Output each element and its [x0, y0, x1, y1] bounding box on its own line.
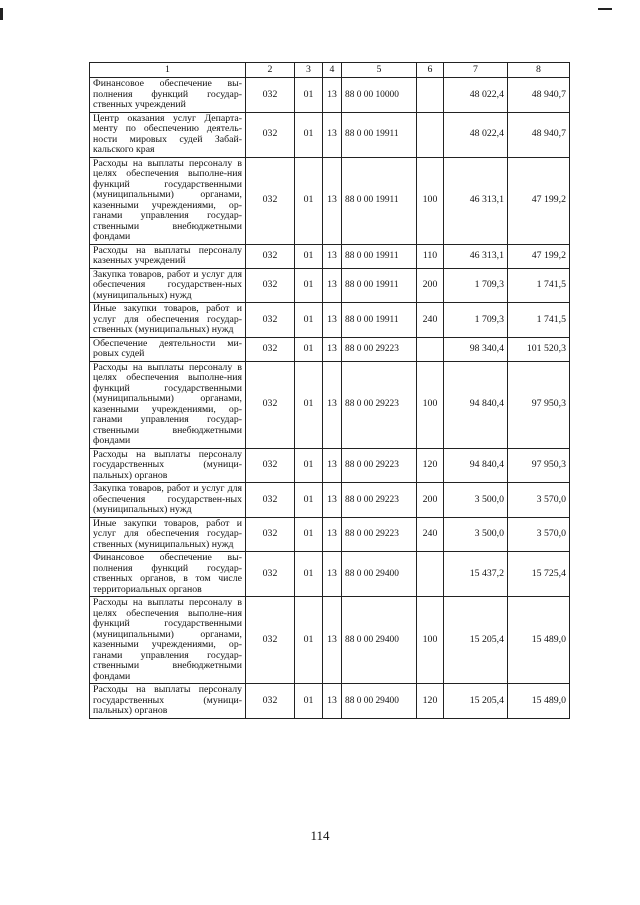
section-code-cell: 01 [295, 303, 323, 338]
target-article-code-cell: 88 0 00 29223 [342, 517, 417, 552]
target-article-code-cell: 88 0 00 29223 [342, 448, 417, 483]
ministry-code-cell: 032 [246, 244, 295, 268]
ministry-code-cell: 032 [246, 684, 295, 719]
expense-type-code-cell: 100 [417, 157, 444, 244]
amount-year-2-cell: 1 741,5 [508, 268, 570, 303]
table-header-row [90, 63, 570, 78]
amount-year-1-cell: 15 437,2 [444, 552, 508, 597]
column-header: 3 [295, 63, 323, 78]
table-row [90, 244, 570, 268]
row-name-cell: Расходы на выплаты персоналу казенных учреждений [90, 244, 246, 268]
subsection-code-cell: 13 [323, 268, 342, 303]
ministry-code-cell: 032 [246, 78, 295, 113]
amount-year-2-cell: 47 199,2 [508, 157, 570, 244]
amount-year-2-cell: 47 199,2 [508, 244, 570, 268]
table-row [90, 78, 570, 113]
table-row [90, 448, 570, 483]
scan-mark-right [598, 8, 612, 10]
target-article-code-cell: 88 0 00 19911 [342, 303, 417, 338]
section-code-cell: 01 [295, 552, 323, 597]
row-name-cell: Расходы на выплаты персоналу в целях обеспечения выполне-ния функций государственными (муниципальными) органами, казенными учреждениями, ор-ганами управления государ-ственными внебюджетными фондами [90, 361, 246, 448]
amount-year-2-cell: 15 725,4 [508, 552, 570, 597]
amount-year-1-cell: 48 022,4 [444, 112, 508, 157]
amount-year-1-cell: 1 709,3 [444, 268, 508, 303]
row-name-cell: Расходы на выплаты персоналу государственных (муници-пальных) органов [90, 684, 246, 719]
table-row [90, 337, 570, 361]
subsection-code-cell: 13 [323, 552, 342, 597]
column-header: 2 [246, 63, 295, 78]
amount-year-2-cell: 101 520,3 [508, 337, 570, 361]
ministry-code-cell: 032 [246, 597, 295, 684]
amount-year-2-cell: 3 570,0 [508, 517, 570, 552]
expense-type-code-cell: 100 [417, 361, 444, 448]
table-row [90, 112, 570, 157]
target-article-code-cell: 88 0 00 19911 [342, 112, 417, 157]
target-article-code-cell: 88 0 00 29223 [342, 337, 417, 361]
column-header: 6 [417, 63, 444, 78]
section-code-cell: 01 [295, 361, 323, 448]
expense-type-code-cell: 120 [417, 448, 444, 483]
expense-type-code-cell [417, 78, 444, 113]
row-name-cell: Расходы на выплаты персоналу в целях обеспечения выполне-ния функций государственными (муниципальными) органами, казенными учреждениями, ор-ганами управления государ-ственными внебюджетными фондами [90, 597, 246, 684]
column-header: 1 [90, 63, 246, 78]
table-row [90, 483, 570, 518]
section-code-cell: 01 [295, 112, 323, 157]
amount-year-1-cell: 98 340,4 [444, 337, 508, 361]
target-article-code-cell: 88 0 00 19911 [342, 157, 417, 244]
expense-type-code-cell: 200 [417, 268, 444, 303]
target-article-code-cell: 88 0 00 19911 [342, 268, 417, 303]
section-code-cell: 01 [295, 337, 323, 361]
section-code-cell: 01 [295, 157, 323, 244]
subsection-code-cell: 13 [323, 684, 342, 719]
row-name-cell: Финансовое обеспечение вы-полнения функций государ-ственных органов, в том числе территориальных органов [90, 552, 246, 597]
budget-table [89, 62, 570, 719]
amount-year-2-cell: 48 940,7 [508, 78, 570, 113]
expense-type-code-cell: 110 [417, 244, 444, 268]
row-name-cell: Закупка товаров, работ и услуг для обеспечения государствен-ных (муниципальных) нужд [90, 483, 246, 518]
subsection-code-cell: 13 [323, 244, 342, 268]
row-name-cell: Иные закупки товаров, работ и услуг для обеспечения государ-ственных (муниципальных) нужд [90, 517, 246, 552]
expense-type-code-cell: 240 [417, 303, 444, 338]
target-article-code-cell: 88 0 00 19911 [342, 244, 417, 268]
section-code-cell: 01 [295, 78, 323, 113]
column-header: 8 [508, 63, 570, 78]
amount-year-1-cell: 15 205,4 [444, 597, 508, 684]
ministry-code-cell: 032 [246, 517, 295, 552]
subsection-code-cell: 13 [323, 483, 342, 518]
table-row [90, 597, 570, 684]
row-name-cell: Расходы на выплаты персоналу в целях обеспечения выполне-ния функций государственными (муниципальными) органами, казенными учреждениями, ор-ганами управления государ-ственными внебюджетными фондами [90, 157, 246, 244]
section-code-cell: 01 [295, 244, 323, 268]
table-row [90, 303, 570, 338]
section-code-cell: 01 [295, 483, 323, 518]
column-header: 7 [444, 63, 508, 78]
table-row [90, 552, 570, 597]
subsection-code-cell: 13 [323, 448, 342, 483]
column-header: 5 [342, 63, 417, 78]
subsection-code-cell: 13 [323, 517, 342, 552]
amount-year-2-cell: 15 489,0 [508, 597, 570, 684]
row-name-cell: Иные закупки товаров, работ и услуг для обеспечения государ-ственных (муниципальных) нужд [90, 303, 246, 338]
table-row [90, 517, 570, 552]
section-code-cell: 01 [295, 597, 323, 684]
row-name-cell: Обеспечение деятельности ми-ровых судей [90, 337, 246, 361]
table-row [90, 268, 570, 303]
table-row [90, 684, 570, 719]
section-code-cell: 01 [295, 684, 323, 719]
column-header: 4 [323, 63, 342, 78]
subsection-code-cell: 13 [323, 303, 342, 338]
ministry-code-cell: 032 [246, 448, 295, 483]
subsection-code-cell: 13 [323, 361, 342, 448]
subsection-code-cell: 13 [323, 337, 342, 361]
table-body [90, 78, 570, 719]
ministry-code-cell: 032 [246, 361, 295, 448]
section-code-cell: 01 [295, 448, 323, 483]
amount-year-2-cell: 15 489,0 [508, 684, 570, 719]
amount-year-1-cell: 3 500,0 [444, 517, 508, 552]
row-name-cell: Финансовое обеспечение вы-полнения функций государ-ственных учреждений [90, 78, 246, 113]
amount-year-1-cell: 46 313,1 [444, 244, 508, 268]
expense-type-code-cell: 240 [417, 517, 444, 552]
amount-year-1-cell: 48 022,4 [444, 78, 508, 113]
amount-year-1-cell: 94 840,4 [444, 448, 508, 483]
page-number: 114 [310, 828, 330, 843]
subsection-code-cell: 13 [323, 157, 342, 244]
target-article-code-cell: 88 0 00 29223 [342, 483, 417, 518]
target-article-code-cell: 88 0 00 29400 [342, 552, 417, 597]
ministry-code-cell: 032 [246, 303, 295, 338]
expense-type-code-cell: 100 [417, 597, 444, 684]
amount-year-1-cell: 46 313,1 [444, 157, 508, 244]
row-name-cell: Закупка товаров, работ и услуг для обеспечения государствен-ных (муниципальных) нужд [90, 268, 246, 303]
table-row [90, 361, 570, 448]
target-article-code-cell: 88 0 00 29400 [342, 684, 417, 719]
amount-year-1-cell: 3 500,0 [444, 483, 508, 518]
ministry-code-cell: 032 [246, 552, 295, 597]
ministry-code-cell: 032 [246, 268, 295, 303]
ministry-code-cell: 032 [246, 483, 295, 518]
expense-type-code-cell [417, 552, 444, 597]
target-article-code-cell: 88 0 00 10000 [342, 78, 417, 113]
expense-type-code-cell [417, 112, 444, 157]
expense-type-code-cell: 120 [417, 684, 444, 719]
table-row [90, 157, 570, 244]
ministry-code-cell: 032 [246, 157, 295, 244]
ministry-code-cell: 032 [246, 112, 295, 157]
amount-year-2-cell: 1 741,5 [508, 303, 570, 338]
amount-year-1-cell: 15 205,4 [444, 684, 508, 719]
row-name-cell: Расходы на выплаты персоналу государственных (муници-пальных) органов [90, 448, 246, 483]
amount-year-1-cell: 94 840,4 [444, 361, 508, 448]
subsection-code-cell: 13 [323, 78, 342, 113]
target-article-code-cell: 88 0 00 29223 [342, 361, 417, 448]
amount-year-2-cell: 3 570,0 [508, 483, 570, 518]
amount-year-2-cell: 97 950,3 [508, 448, 570, 483]
subsection-code-cell: 13 [323, 597, 342, 684]
section-code-cell: 01 [295, 517, 323, 552]
section-code-cell: 01 [295, 268, 323, 303]
scan-mark-left [0, 8, 3, 20]
amount-year-2-cell: 97 950,3 [508, 361, 570, 448]
amount-year-1-cell: 1 709,3 [444, 303, 508, 338]
target-article-code-cell: 88 0 00 29400 [342, 597, 417, 684]
ministry-code-cell: 032 [246, 337, 295, 361]
amount-year-2-cell: 48 940,7 [508, 112, 570, 157]
expense-type-code-cell [417, 337, 444, 361]
subsection-code-cell: 13 [323, 112, 342, 157]
row-name-cell: Центр оказания услуг Департа-менту по обеспечению деятель-ности мировых судей Забай-кальского края [90, 112, 246, 157]
expense-type-code-cell: 200 [417, 483, 444, 518]
